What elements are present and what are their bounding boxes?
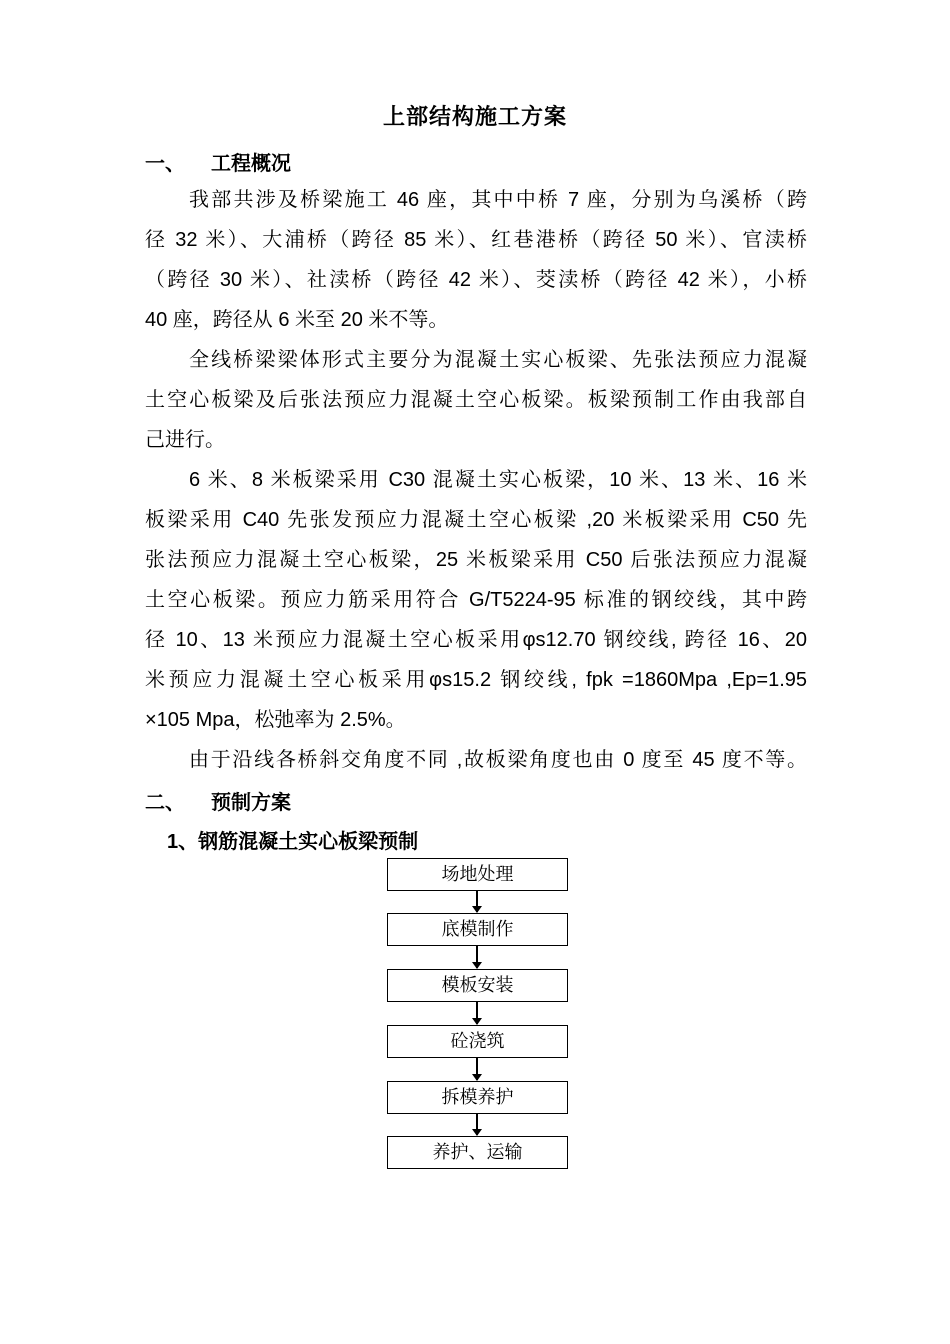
flow-step-cure-transport: 养护、运输 [387,1136,568,1169]
paragraph-line: 板梁采用 C40 先张发预应力混凝土空心板梁 ,20 米板梁采用 C50 先 [145,509,807,531]
paragraph-line: 由于沿线各桥斜交角度不同 ,故板梁角度也由 0 度至 45 度不等。 [189,749,807,771]
paragraph-line: 土空心板梁。预应力筋采用符合 G/T5224-95 标准的钢绞线，其中跨 [145,589,807,611]
paragraph-line: 我部共涉及桥梁施工 46 座，其中中桥 7 座，分别为乌溪桥（跨 [189,189,807,211]
subsection-heading: 1、钢筋混凝土实心板梁预制 [167,831,419,853]
section-label: 预制方案 [211,792,291,814]
paragraph-line: 土空心板梁及后张法预应力混凝土空心板梁。板梁预制工作由我部自 [145,389,807,411]
paragraph-line: 6 米、8 米板梁采用 C30 混凝土实心板梁，10 米、13 米、16 米 [189,469,807,491]
paragraph-line: （跨径 30 米）、社渎桥（跨径 42 米）、茭渎桥（跨径 42 米），小桥 [145,269,807,291]
section-heading-2 [145,786,291,815]
document-title: 上部结构施工方案 [382,104,567,129]
paragraph-line: 全线桥梁梁体形式主要分为混凝土实心板梁、先张法预应力混凝 [189,349,807,371]
paragraph-line: 米预应力混凝土空心板采用φs15.2 钢绞线, fpk =1860Mpa ,Ep=1.95 [145,669,807,691]
flow-arrow [476,1114,478,1135]
section-number: 一、 [145,153,185,175]
flow-arrow [476,891,478,912]
paragraph-line: ×105 Mpa，松弛率为 2.5%。 [145,709,406,731]
flow-step-demold-cure: 拆模养护 [387,1081,568,1114]
paragraph-line: 径 32 米）、大浦桥（跨径 85 米）、红巷港桥（跨径 50 米）、官渎桥 [145,229,807,251]
flow-step-concrete-pour: 砼浇筑 [387,1025,568,1058]
section-number: 二、 [145,792,185,814]
paragraph-line: 40 座，跨径从 6 米至 20 米不等。 [145,309,449,331]
section-heading-1 [145,147,291,176]
section-label: 工程概况 [211,153,291,175]
flow-step-bottom-form: 底模制作 [387,913,568,946]
flow-step-formwork-install: 模板安装 [387,969,568,1002]
flow-arrow [476,1058,478,1080]
paragraph-line: 张法预应力混凝土空心板梁，25 米板梁采用 C50 后张法预应力混凝 [145,549,807,571]
flow-arrow [476,946,478,968]
paragraph-line: 径 10、13 米预应力混凝土空心板采用φs12.70 钢绞线, 跨径 16、20 [145,629,807,651]
flow-arrow [476,1002,478,1024]
flow-step-site-preparation: 场地处理 [387,858,568,891]
paragraph-line: 己进行。 [145,429,225,451]
